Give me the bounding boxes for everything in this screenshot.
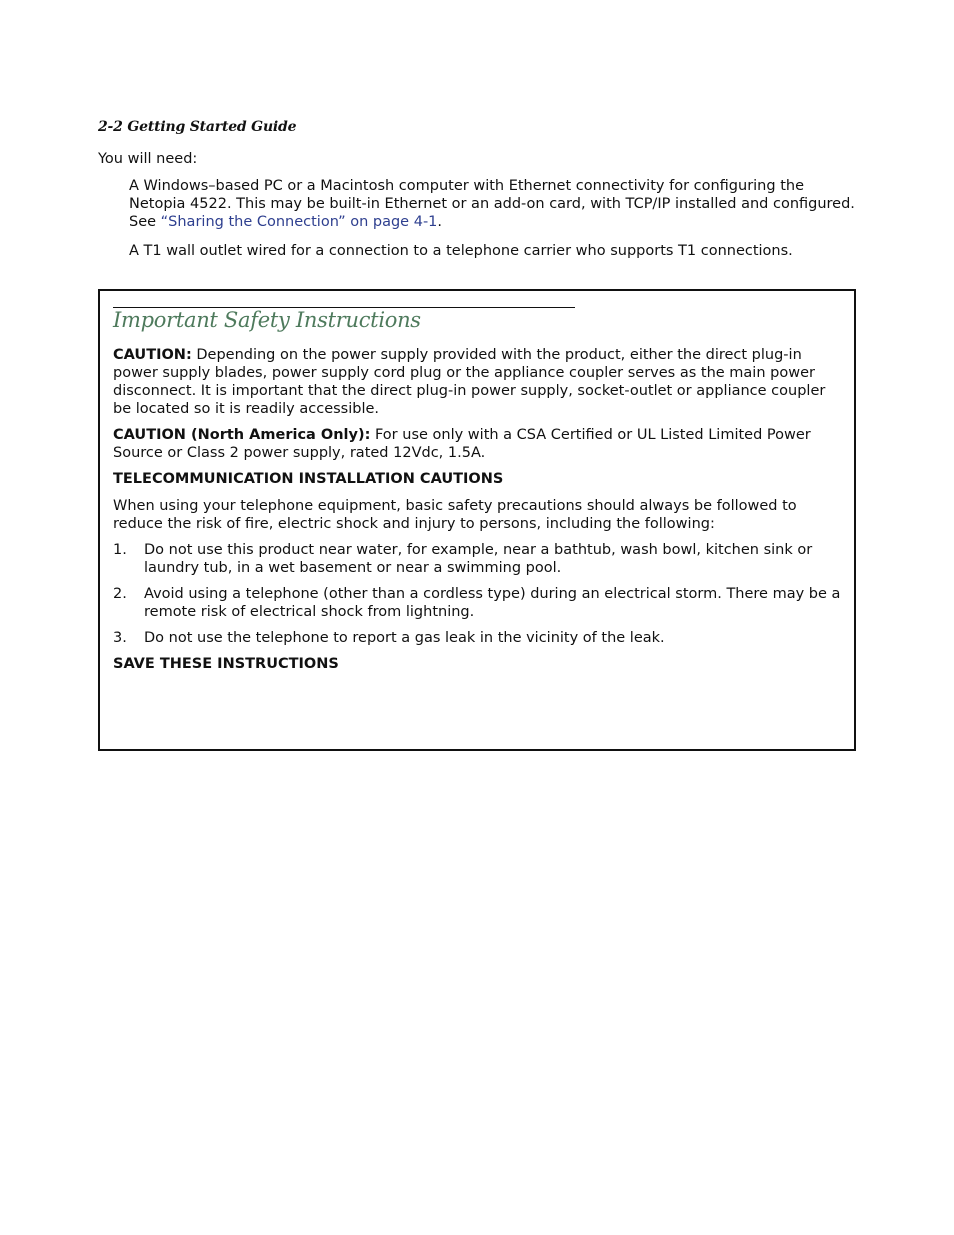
list-item [113,585,843,621]
safety-title: Important Safety Instructions [113,308,421,332]
list-text: Avoid using a telephone (other than a cordless type) during an electrical storm. There may be a remote risk of electrical shock from lightning. [144,586,841,620]
list-number: 1. [113,542,127,558]
intro-lead: You will need: [98,151,198,167]
list-number: 2. [113,586,127,602]
requirement-text: A T1 wall outlet wired for a connection to a telephone carrier who supports T1 connections. [129,243,793,259]
telecom-intro: When using your telephone equipment, basic safety precautions should always be followed to reduce the risk of fire, electric shock and injury to persons, including the following: [113,498,797,532]
safety-instructions-box [98,289,856,751]
list-item [113,541,843,577]
telecom-heading: TELECOMMUNICATION INSTALLATION CAUTIONS [113,471,504,487]
caution-label: CAUTION (North America Only): [113,427,371,443]
requirement-text: A Windows–based PC or a Macintosh computer with Ethernet connectivity for configuring the Netopia 4522. This may be built-in Ethernet or an add-on card, with TCP/IP installed and configured. See [129,178,855,230]
requirement-item [129,177,859,231]
list-item [113,629,843,647]
precautions-list [113,541,843,647]
cross-reference-link[interactable]: “Sharing the Connection” on page 4-1 [160,214,438,230]
list-text: Do not use the telephone to report a gas leak in the vicinity of the leak. [144,630,665,646]
safety-content [113,346,843,682]
running-head: 2-2 Getting Started Guide [98,119,297,135]
save-instructions: SAVE THESE INSTRUCTIONS [113,656,339,672]
caution-label: CAUTION: [113,347,192,363]
list-number: 3. [113,630,127,646]
requirement-text-end: . [437,214,443,230]
caution-text: For use only with a CSA Certified or UL Listed Limited Power Source or Class 2 power supply, rated 12Vdc, 1.5A. [113,427,811,461]
caution-text: Depending on the power supply provided with the product, either the direct plug-in power supply blades, power supply cord plug or the appliance coupler serves as the main power disconnect. It is important that the direct plug-in power supply, socket-outlet or appliance coupler be located so it is readily accessible. [113,347,826,417]
caution-north-america-paragraph [113,426,843,462]
caution-paragraph [113,346,843,418]
requirement-item [129,242,859,260]
list-text: Do not use this product near water, for example, near a bathtub, wash bowl, kitchen sink or laundry tub, in a wet basement or near a swimming pool. [144,542,813,576]
